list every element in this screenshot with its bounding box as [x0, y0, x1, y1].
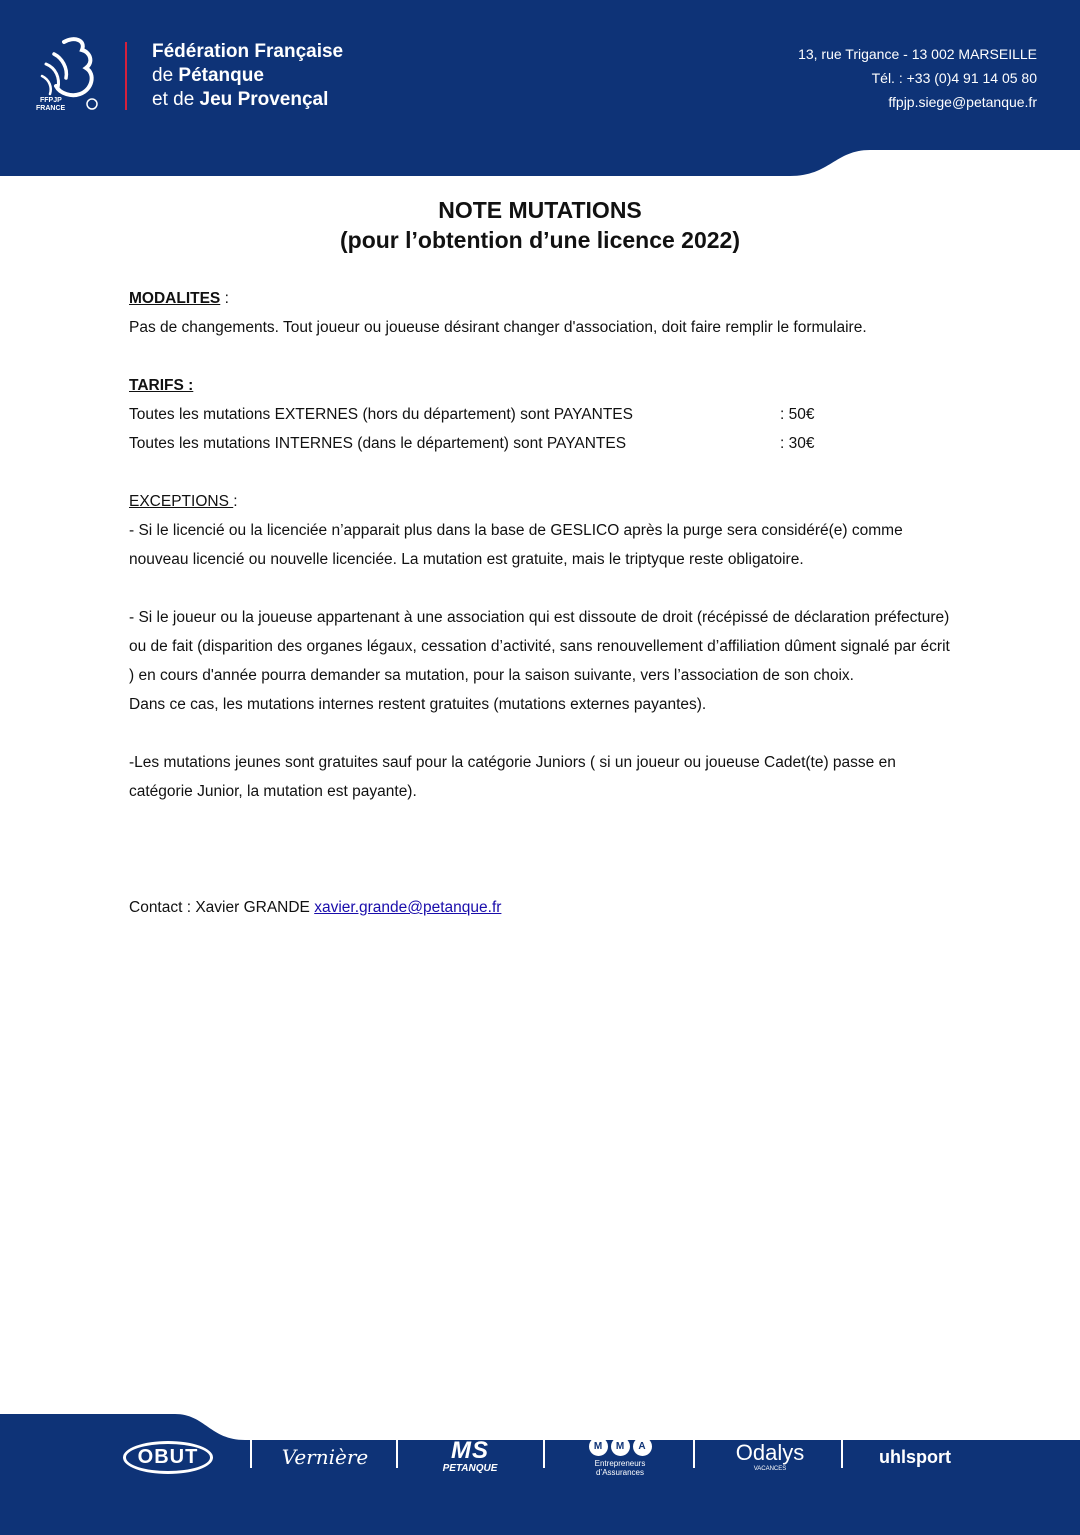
sponsor-uhlsport — [860, 1427, 970, 1487]
sponsor-separator — [250, 1432, 252, 1468]
exception-paragraph-3: -Les mutations jeunes sont gratuites sauf pour la catégorie Juniors ( si un joueur ou joueuse Cadet(te) passe en catégorie Junior, la mutation est payante). — [129, 754, 896, 800]
uhlsport-logo: uhlsport — [879, 1446, 951, 1467]
federation-line3-bold: Jeu Provençal — [199, 89, 329, 110]
exceptions-heading-line — [129, 487, 959, 516]
mma-circles — [589, 1437, 652, 1456]
logo-text-bottom: FRANCE — [36, 105, 66, 112]
mma-subtitle-1: Entrepreneurs — [594, 1459, 646, 1468]
header-divider — [125, 42, 127, 110]
federation-name — [152, 40, 343, 112]
federation-line1: Fédération Française — [152, 41, 344, 62]
verniere-logo: Vernière — [281, 1445, 369, 1469]
page-title: NOTE MUTATIONS — [438, 197, 642, 223]
exceptions-heading-suffix: : — [233, 493, 238, 510]
header-email: ffpjp.siege@petanque.fr — [888, 94, 1037, 110]
contact-line — [129, 893, 959, 922]
contact-block — [798, 42, 1037, 114]
odalys-logo: Odalys — [735, 1440, 805, 1465]
sponsor-separator — [693, 1432, 695, 1468]
tarif-value: : 30€ — [780, 435, 815, 452]
federation-line2-prefix: de — [152, 65, 179, 86]
mma-letter: M — [589, 1437, 608, 1456]
tarif-row — [129, 400, 959, 429]
tarif-label: Toutes les mutations INTERNES (dans le département) sont PAYANTES — [129, 435, 627, 452]
modalites-heading-line — [129, 284, 959, 313]
logo-text-top: FFPJP — [40, 97, 62, 104]
address: 13, rue Trigance - 13 002 MARSEILLE — [798, 46, 1037, 62]
tarif-row — [129, 429, 959, 458]
odalys-subtitle: VACANCES — [753, 1466, 787, 1472]
exception-paragraph-2: - Si le joueur ou la joueuse appartenant à une association qui est dissoute de droit (récépissé de déclaration préfecture) ou de fait (disparition des organes légaux, cessation d’activité, sans renouvellement d’affiliation dûment signalé par écrit ) en cours d'année pourra demander sa mutation, pour la saison suivante, vers l’association de son choix. — [129, 609, 950, 684]
federation-line2-bold: Pétanque — [178, 65, 264, 86]
document-body — [129, 284, 959, 922]
ms-subtitle: PETANQUE — [442, 1463, 498, 1474]
federation-line3-prefix: et de — [152, 89, 200, 110]
rooster-logo-icon — [34, 34, 104, 112]
mma-letter: M — [611, 1437, 630, 1456]
modalites-text: Pas de changements. Tout joueur ou joueuse désirant changer d'association, doit faire remplir le formulaire. — [129, 319, 867, 336]
modalites-heading-suffix: : — [220, 290, 229, 307]
modalites-heading: MODALITES — [129, 290, 221, 307]
mma-subtitle-2: d’Assurances — [595, 1468, 645, 1477]
contact-email-link[interactable]: xavier.grande@petanque.fr — [314, 899, 502, 916]
exception-paragraph-2b: Dans ce cas, les mutations internes restent gratuites (mutations externes payantes). — [129, 696, 707, 713]
contact-prefix: Contact : Xavier GRANDE — [129, 899, 315, 916]
header-banner — [0, 0, 1080, 180]
phone: Tél. : +33 (0)4 91 14 05 80 — [871, 70, 1037, 86]
ms-logo: MS — [451, 1437, 489, 1464]
page-subtitle: (pour l’obtention d’une licence 2022) — [340, 227, 740, 253]
mma-letter: A — [633, 1437, 652, 1456]
sponsor-obut — [118, 1427, 218, 1487]
sponsor-odalys — [715, 1427, 825, 1487]
tarif-label: Toutes les mutations EXTERNES (hors du département) sont PAYANTES — [129, 406, 633, 423]
sponsor-separator — [543, 1432, 545, 1468]
obut-logo: OBUT — [123, 1441, 214, 1474]
tarifs-heading: TARIFS : — [129, 377, 194, 394]
exception-paragraph-1: - Si le licencié ou la licenciée n’apparait plus dans la base de GESLICO après la purge sera considéré(e) comme nouveau licencié ou nouvelle licenciée. La mutation est gratuite, mais le triptyque reste obligatoire. — [129, 522, 903, 568]
sponsor-mma — [565, 1427, 675, 1487]
sponsor-separator — [396, 1432, 398, 1468]
sponsor-verniere — [270, 1427, 380, 1487]
sponsor-ms-petanque — [420, 1427, 520, 1487]
exceptions-heading: EXCEPTIONS — [129, 493, 234, 510]
tarif-value: : 50€ — [780, 406, 815, 423]
sponsor-separator — [841, 1432, 843, 1468]
